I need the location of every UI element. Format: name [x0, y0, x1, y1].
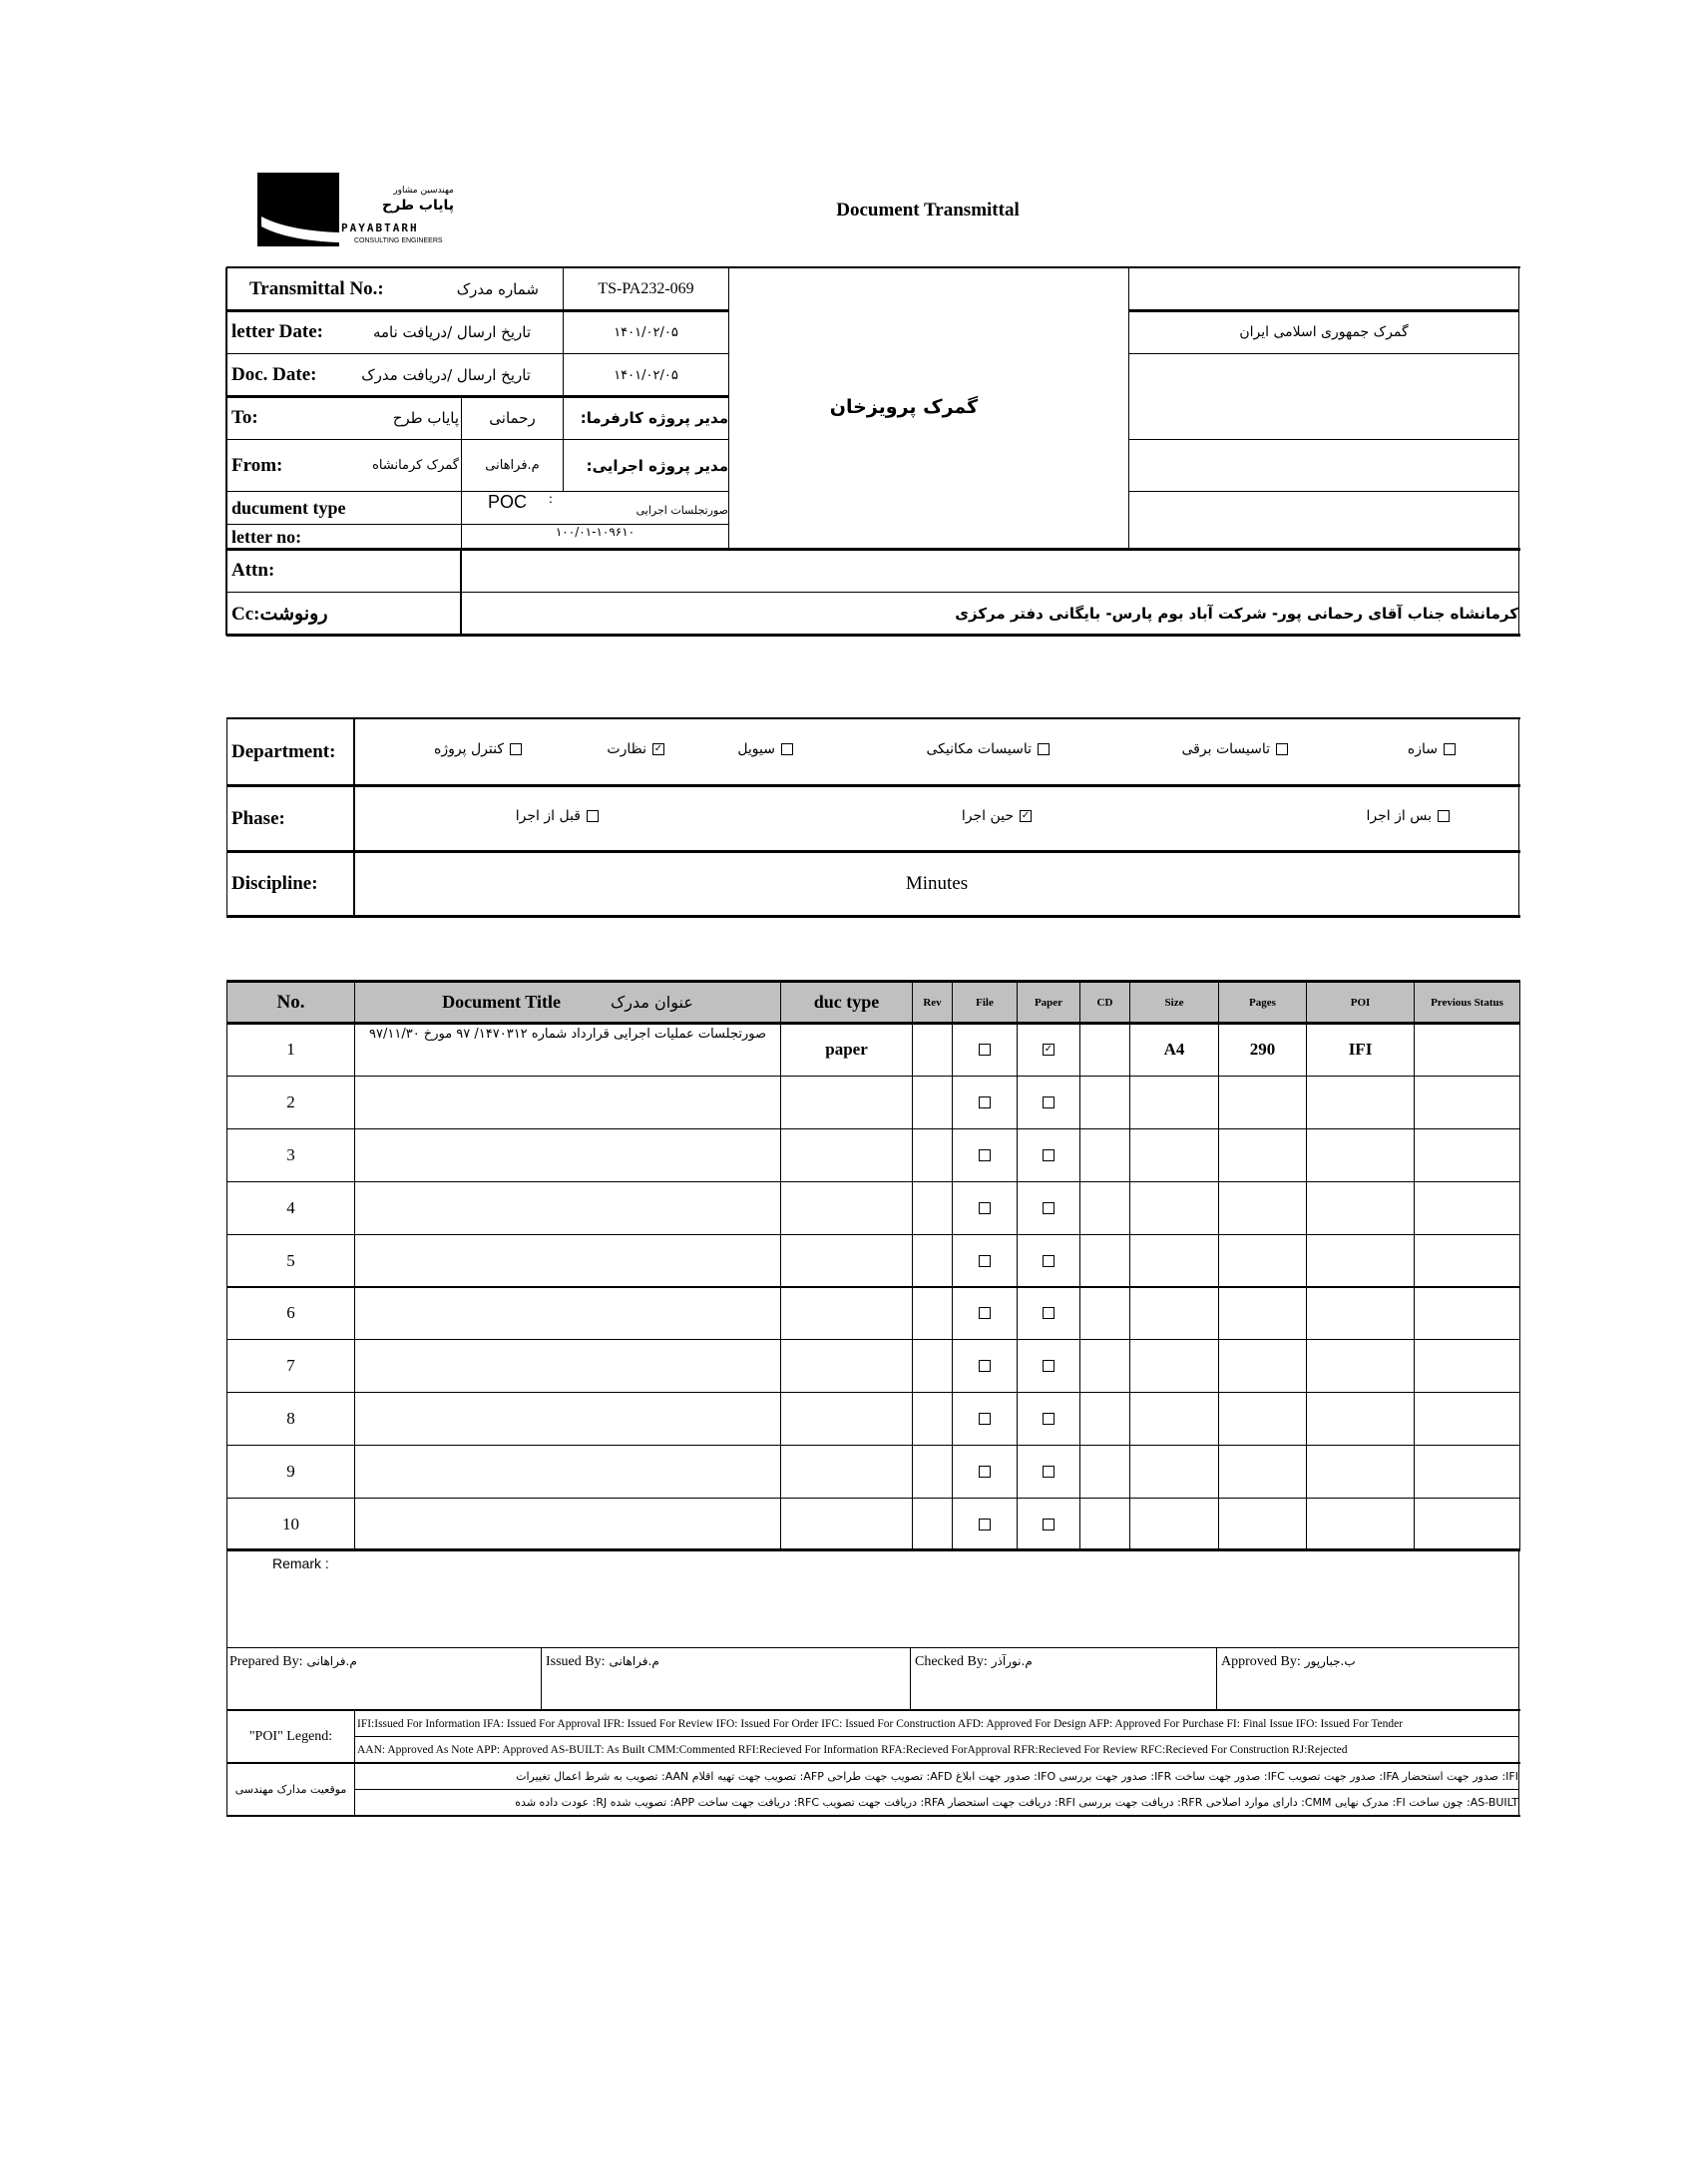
checked-by-label: Checked By:	[915, 1654, 988, 1669]
from-value: گمرک کرمانشاه	[372, 458, 459, 473]
logo-fa-top: مهندسین مشاور	[393, 186, 454, 196]
right-cell-1	[1128, 267, 1519, 311]
file-checkbox[interactable]	[979, 1149, 991, 1161]
table-cell-title	[354, 1076, 781, 1129]
table-cell-file[interactable]	[952, 1445, 1018, 1499]
to-value: پایاب طرح	[392, 409, 459, 427]
table-cell-type	[780, 1181, 913, 1235]
cc-label-cell	[226, 592, 462, 636]
table-cell-file[interactable]	[952, 1076, 1018, 1129]
table-header-file: File	[952, 981, 1018, 1024]
table-cell-title	[354, 1498, 781, 1551]
phase-checkbox[interactable]: ✓	[1021, 810, 1031, 821]
department-option-label: سیویل	[737, 741, 775, 757]
letter-date-label: letter Date:	[231, 321, 323, 342]
to-role: مدیر پروژه کارفرما:	[563, 396, 729, 440]
paper-checkbox[interactable]	[1043, 1202, 1055, 1214]
attn-value	[461, 549, 1519, 593]
file-checkbox[interactable]	[979, 1307, 991, 1319]
table-cell-no: 3	[226, 1128, 355, 1182]
department-option-label: نظارت	[607, 741, 646, 757]
table-cell-poi	[1306, 1181, 1415, 1235]
table-cell-pages	[1218, 1445, 1307, 1499]
phase-options	[354, 785, 1519, 852]
table-header-pages: Pages	[1218, 981, 1307, 1024]
file-checkbox[interactable]	[979, 1413, 991, 1425]
department-option[interactable]	[1088, 741, 1288, 757]
table-cell-title	[354, 1339, 781, 1393]
issued-by-cell	[541, 1647, 911, 1711]
table-cell-no: 5	[226, 1234, 355, 1288]
phase-option-label: حین اجرا	[961, 808, 1014, 824]
doc-type-label-cell	[226, 491, 462, 525]
doc-date-label-cell	[226, 353, 564, 397]
table-cell-paper[interactable]	[1017, 1128, 1080, 1182]
poi-legend-label: "POI" Legend:	[226, 1710, 355, 1764]
table-cell-rev	[912, 1392, 953, 1446]
table-cell-type	[780, 1498, 913, 1551]
approved-by-label: Approved By:	[1221, 1654, 1301, 1669]
paper-checkbox[interactable]	[1043, 1413, 1055, 1425]
table-cell-rev	[912, 1234, 953, 1288]
transmittal-no-label: Transmittal No.:	[249, 278, 384, 299]
table-cell-paper[interactable]	[1017, 1234, 1080, 1288]
company-logo	[257, 173, 339, 246]
table-cell-file[interactable]	[952, 1023, 1018, 1077]
table-cell-prev	[1414, 1181, 1520, 1235]
table-cell-paper[interactable]	[1017, 1076, 1080, 1129]
table-cell-rev	[912, 1445, 953, 1499]
table-cell-paper[interactable]	[1017, 1287, 1080, 1341]
table-cell-poi: IFI	[1306, 1023, 1415, 1077]
issued-by-label: Issued By:	[546, 1654, 606, 1669]
right-cell-5	[1128, 491, 1519, 550]
department-label-cell	[226, 718, 355, 786]
table-cell-type	[780, 1339, 913, 1393]
right-cell-4	[1128, 439, 1519, 492]
transmittal-no-label-cell	[226, 267, 564, 311]
table-cell-cd	[1079, 1181, 1130, 1235]
table-rule	[226, 980, 1520, 983]
table-cell-prev	[1414, 1445, 1520, 1499]
table-cell-type	[780, 1234, 913, 1288]
table-cell-prev	[1414, 1234, 1520, 1288]
table-cell-file[interactable]	[952, 1339, 1018, 1393]
department-label: Department:	[231, 741, 336, 762]
table-cell-pages	[1218, 1128, 1307, 1182]
department-option-label: تاسیسات مکانیکی	[926, 741, 1032, 757]
table-cell-type	[780, 1445, 913, 1499]
table-cell-rev	[912, 1287, 953, 1341]
cc-label: Cc:رونوشت	[231, 603, 328, 625]
table-cell-paper[interactable]	[1017, 1023, 1080, 1077]
logo-mark-icon	[257, 173, 339, 246]
table-header-type: duc type	[780, 981, 913, 1024]
table-cell-rev	[912, 1128, 953, 1182]
table-cell-no: 10	[226, 1498, 355, 1551]
discipline-label-cell	[226, 851, 355, 917]
logo-fa-name: پایاب طرح	[382, 198, 454, 214]
table-cell-size	[1129, 1498, 1219, 1551]
table-cell-rev	[912, 1076, 953, 1129]
phase-checkbox[interactable]	[587, 810, 599, 822]
table-cell-prev	[1414, 1076, 1520, 1129]
table-cell-title	[354, 1445, 781, 1499]
status-legend-line-1: IFI: صدور جهت استحضار IFA: صدور جهت تصویب IFC: صدور جهت ساخت IFR: صدور جهت بررسی IFO: صدور جهت ابلاغ AFD: تصویب جهت طراحی AFP: تصویب جهت تهیه اقلام AAN: تصویب به شرط اعمال تغییرات	[354, 1763, 1519, 1790]
table-cell-poi	[1306, 1445, 1415, 1499]
table-cell-cd	[1079, 1076, 1130, 1129]
table-cell-type	[780, 1128, 913, 1182]
status-legend-line-2: AS-BUILT: چون ساخت FI: مدرک نهایی CMM: دارای موارد اصلاحی RFR: دریافت جهت بررسی RFI: دریافت جهت استحضار RFA: دریافت جهت تصویب RFC: دریافت جهت ساخت APP: تصویب شده RJ: عودت داده شده	[354, 1789, 1519, 1816]
logo-en-sub: CONSULTING ENGINEERS	[354, 237, 443, 244]
transmittal-no-value: TS-PA232-069	[563, 267, 729, 311]
paper-checkbox[interactable]	[1043, 1096, 1055, 1108]
table-cell-cd	[1079, 1287, 1130, 1341]
table-cell-size	[1129, 1392, 1219, 1446]
table-cell-prev	[1414, 1023, 1520, 1077]
status-legend-label: موقعیت مدارک مهندسی	[226, 1763, 355, 1816]
poi-legend-line-2: AAN: Approved As Note APP: Approved AS-BUILT: As Built CMM:Commented RFI:Recieved For Information RFA:Recieved ForApproval RFR:Recieved For Review RFC:Recieved For Construction RJ:Rejected	[354, 1736, 1519, 1764]
department-option-label: سازه	[1407, 741, 1438, 757]
letter-no-label-cell	[226, 524, 462, 550]
doc-date-label: Doc. Date:	[231, 364, 317, 385]
to-label: To:	[231, 407, 258, 428]
table-header-title-en: Document Title	[442, 992, 561, 1012]
letter-date-label-cell	[226, 310, 564, 354]
table-cell-poi	[1306, 1498, 1415, 1551]
attn-label: Attn:	[231, 560, 275, 581]
table-cell-type	[780, 1392, 913, 1446]
logo-en-name: PAYABTARH	[341, 221, 419, 234]
paper-checkbox[interactable]	[1043, 1149, 1055, 1161]
table-cell-cd	[1079, 1339, 1130, 1393]
file-checkbox[interactable]	[979, 1360, 991, 1372]
file-checkbox[interactable]	[979, 1044, 991, 1056]
paper-checkbox[interactable]	[1043, 1360, 1055, 1372]
table-cell-type: paper	[780, 1023, 913, 1077]
file-checkbox[interactable]	[979, 1466, 991, 1478]
table-cell-title: صورتجلسات عملیات اجرایی قرارداد شماره ۱۴۷۰۳۱۲/ ۹۷ مورخ ۹۷/۱۱/۳۰	[354, 1023, 781, 1077]
doc-type-value-cell	[461, 491, 729, 525]
table-cell-size	[1129, 1128, 1219, 1182]
table-cell-no: 2	[226, 1076, 355, 1129]
department-checkbox[interactable]	[1276, 743, 1288, 755]
table-cell-rev	[912, 1498, 953, 1551]
paper-checkbox[interactable]	[1043, 1519, 1055, 1530]
table-cell-paper[interactable]	[1017, 1445, 1080, 1499]
transmittal-no-label-fa: شماره مدرک	[456, 280, 539, 298]
table-cell-prev	[1414, 1498, 1520, 1551]
table-cell-no: 4	[226, 1181, 355, 1235]
table-cell-title	[354, 1287, 781, 1341]
department-checkbox[interactable]	[510, 743, 522, 755]
doc-type-code: POC	[488, 492, 528, 512]
table-cell-no: 7	[226, 1339, 355, 1393]
table-cell-rev	[912, 1023, 953, 1077]
letter-no-value: ۱۰۰/۰۱-۱۰۹۶۱۰	[461, 524, 729, 550]
file-checkbox[interactable]	[979, 1519, 991, 1530]
table-cell-prev	[1414, 1287, 1520, 1341]
table-header-cd: CD	[1079, 981, 1130, 1024]
letter-no-label: letter no:	[231, 526, 302, 547]
issued-by-value: م.فراهانی	[609, 1654, 659, 1668]
prepared-by-value: م.فراهانی	[306, 1654, 357, 1668]
table-cell-rev	[912, 1181, 953, 1235]
table-cell-size: A4	[1129, 1023, 1219, 1077]
right-cell-3	[1128, 353, 1519, 440]
phase-option[interactable]	[832, 808, 1032, 824]
table-cell-size	[1129, 1181, 1219, 1235]
prepared-by-label: Prepared By:	[229, 1654, 303, 1669]
department-option[interactable]	[354, 741, 522, 757]
table-cell-pages	[1218, 1392, 1307, 1446]
table-cell-pages	[1218, 1339, 1307, 1393]
table-cell-prev	[1414, 1128, 1520, 1182]
table-cell-type	[780, 1287, 913, 1341]
table-header-no: No.	[226, 981, 355, 1024]
doc-type-separator: :	[549, 492, 553, 507]
remark-label: Remark :	[272, 1555, 329, 1571]
table-cell-size	[1129, 1339, 1219, 1393]
remark-box[interactable]	[226, 1550, 1519, 1648]
table-cell-no: 6	[226, 1287, 355, 1341]
table-cell-rev	[912, 1339, 953, 1393]
table-cell-no: 8	[226, 1392, 355, 1446]
from-cell	[226, 439, 462, 492]
table-cell-size	[1129, 1076, 1219, 1129]
prepared-by-cell	[226, 1647, 542, 1711]
table-cell-title	[354, 1128, 781, 1182]
table-cell-pages: 290	[1218, 1023, 1307, 1077]
department-option[interactable]	[850, 741, 1050, 757]
department-checkbox[interactable]	[1038, 743, 1050, 755]
paper-checkbox[interactable]: ✓	[1044, 1043, 1054, 1055]
file-checkbox[interactable]	[979, 1096, 991, 1108]
table-cell-poi	[1306, 1128, 1415, 1182]
phase-option-label: بس از اجرا	[1366, 808, 1432, 824]
phase-label: Phase:	[231, 807, 285, 829]
table-cell-paper[interactable]	[1017, 1181, 1080, 1235]
file-checkbox[interactable]	[979, 1255, 991, 1267]
doc-type-fa: صورتجلسات اجرایی	[635, 504, 728, 517]
department-checkbox[interactable]: ✓	[653, 743, 663, 754]
table-cell-pages	[1218, 1498, 1307, 1551]
approved-by-value: ب.جبارپور	[1304, 1654, 1356, 1668]
table-cell-prev	[1414, 1339, 1520, 1393]
table-header-title	[354, 981, 781, 1024]
table-cell-poi	[1306, 1339, 1415, 1393]
table-header-paper: Paper	[1017, 981, 1080, 1024]
department-checkbox[interactable]	[1444, 743, 1456, 755]
table-cell-file[interactable]	[952, 1128, 1018, 1182]
poi-legend-line-1: IFI:Issued For Information IFA: Issued For Approval IFR: Issued For Review IFO: Issued For Order IFC: Issued For Construction AFD: Approved For Design AFP: Approved For Purchase FI: Final Issue IFO: Issued For Tender	[354, 1710, 1519, 1737]
department-checkbox[interactable]	[781, 743, 793, 755]
table-cell-paper[interactable]	[1017, 1339, 1080, 1393]
table-cell-size	[1129, 1287, 1219, 1341]
department-option-label: کنترل پروژه	[434, 741, 504, 757]
from-role: مدیر پروژه اجرایی:	[563, 439, 729, 492]
table-cell-type	[780, 1076, 913, 1129]
table-cell-pages	[1218, 1234, 1307, 1288]
table-cell-title	[354, 1181, 781, 1235]
doc-date-label-fa: تاریخ ارسال /دریافت مدرک	[361, 366, 531, 384]
table-cell-size	[1129, 1234, 1219, 1288]
table-cell-cd	[1079, 1128, 1130, 1182]
table-rule	[226, 1022, 1520, 1025]
doc-type-label: ducument type	[231, 497, 346, 518]
from-label: From:	[231, 454, 283, 476]
phase-option-label: قبل از اجرا	[515, 808, 581, 824]
checked-by-value: م.نورآذر	[991, 1654, 1033, 1668]
file-checkbox[interactable]	[979, 1202, 991, 1214]
table-cell-poi	[1306, 1392, 1415, 1446]
discipline-value: Minutes	[354, 851, 1519, 917]
table-cell-cd	[1079, 1234, 1130, 1288]
approved-by-cell	[1216, 1647, 1519, 1711]
table-cell-title	[354, 1392, 781, 1446]
table-header-rev: Rev	[912, 981, 953, 1024]
table-cell-cd	[1079, 1023, 1130, 1077]
checked-by-cell	[910, 1647, 1217, 1711]
table-cell-poi	[1306, 1076, 1415, 1129]
phase-option[interactable]	[1250, 808, 1450, 824]
letter-date-value: ۱۴۰۱/۰۲/۰۵	[563, 310, 729, 354]
table-cell-file[interactable]	[952, 1234, 1018, 1288]
table-cell-file[interactable]	[952, 1392, 1018, 1446]
table-cell-poi	[1306, 1234, 1415, 1288]
doc-date-value: ۱۴۰۱/۰۲/۰۵	[563, 353, 729, 397]
table-header-size: Size	[1129, 981, 1219, 1024]
table-cell-pages	[1218, 1287, 1307, 1341]
table-cell-paper[interactable]	[1017, 1392, 1080, 1446]
paper-checkbox[interactable]	[1043, 1466, 1055, 1478]
table-cell-poi	[1306, 1287, 1415, 1341]
table-cell-pages	[1218, 1181, 1307, 1235]
table-cell-no: 1	[226, 1023, 355, 1077]
discipline-label: Discipline:	[231, 873, 318, 894]
to-cell	[226, 396, 462, 440]
paper-checkbox[interactable]	[1043, 1255, 1055, 1267]
table-header-prev: Previous Status	[1414, 981, 1520, 1024]
table-header-title-fa: عنوان مدرک	[610, 993, 693, 1012]
letter-date-label-fa: تاریخ ارسال /دریافت نامه	[372, 323, 531, 341]
phase-label-cell	[226, 785, 355, 852]
table-cell-cd	[1079, 1498, 1130, 1551]
attn-label-cell	[226, 549, 462, 593]
table-cell-prev	[1414, 1392, 1520, 1446]
table-cell-cd	[1079, 1392, 1130, 1446]
department-options	[354, 718, 1519, 786]
department-option-label: تاسیسات برقی	[1181, 741, 1270, 757]
cc-value: کرمانشاه جناب آقای رحمانی پور- شرکت آباد بوم پارس- بایگانی دفتر مرکزی	[461, 592, 1519, 636]
table-header-poi: POI	[1306, 981, 1415, 1024]
table-cell-title	[354, 1234, 781, 1288]
table-cell-file[interactable]	[952, 1181, 1018, 1235]
table-cell-cd	[1079, 1445, 1130, 1499]
table-cell-size	[1129, 1445, 1219, 1499]
phase-option[interactable]	[399, 808, 599, 824]
phase-checkbox[interactable]	[1438, 810, 1450, 822]
page-title: Document Transmittal	[836, 200, 1020, 220]
client-name: گمرک جمهوری اسلامی ایران	[1128, 310, 1519, 354]
paper-checkbox[interactable]	[1043, 1307, 1055, 1319]
project-name: گمرک پرویزخان	[728, 267, 1129, 550]
table-cell-file[interactable]	[952, 1287, 1018, 1341]
table-cell-no: 9	[226, 1445, 355, 1499]
table-cell-file[interactable]	[952, 1498, 1018, 1551]
table-cell-paper[interactable]	[1017, 1498, 1080, 1551]
from-person: م.فراهانی	[461, 439, 564, 492]
table-cell-pages	[1218, 1076, 1307, 1129]
to-person: رحمانی	[461, 396, 564, 440]
